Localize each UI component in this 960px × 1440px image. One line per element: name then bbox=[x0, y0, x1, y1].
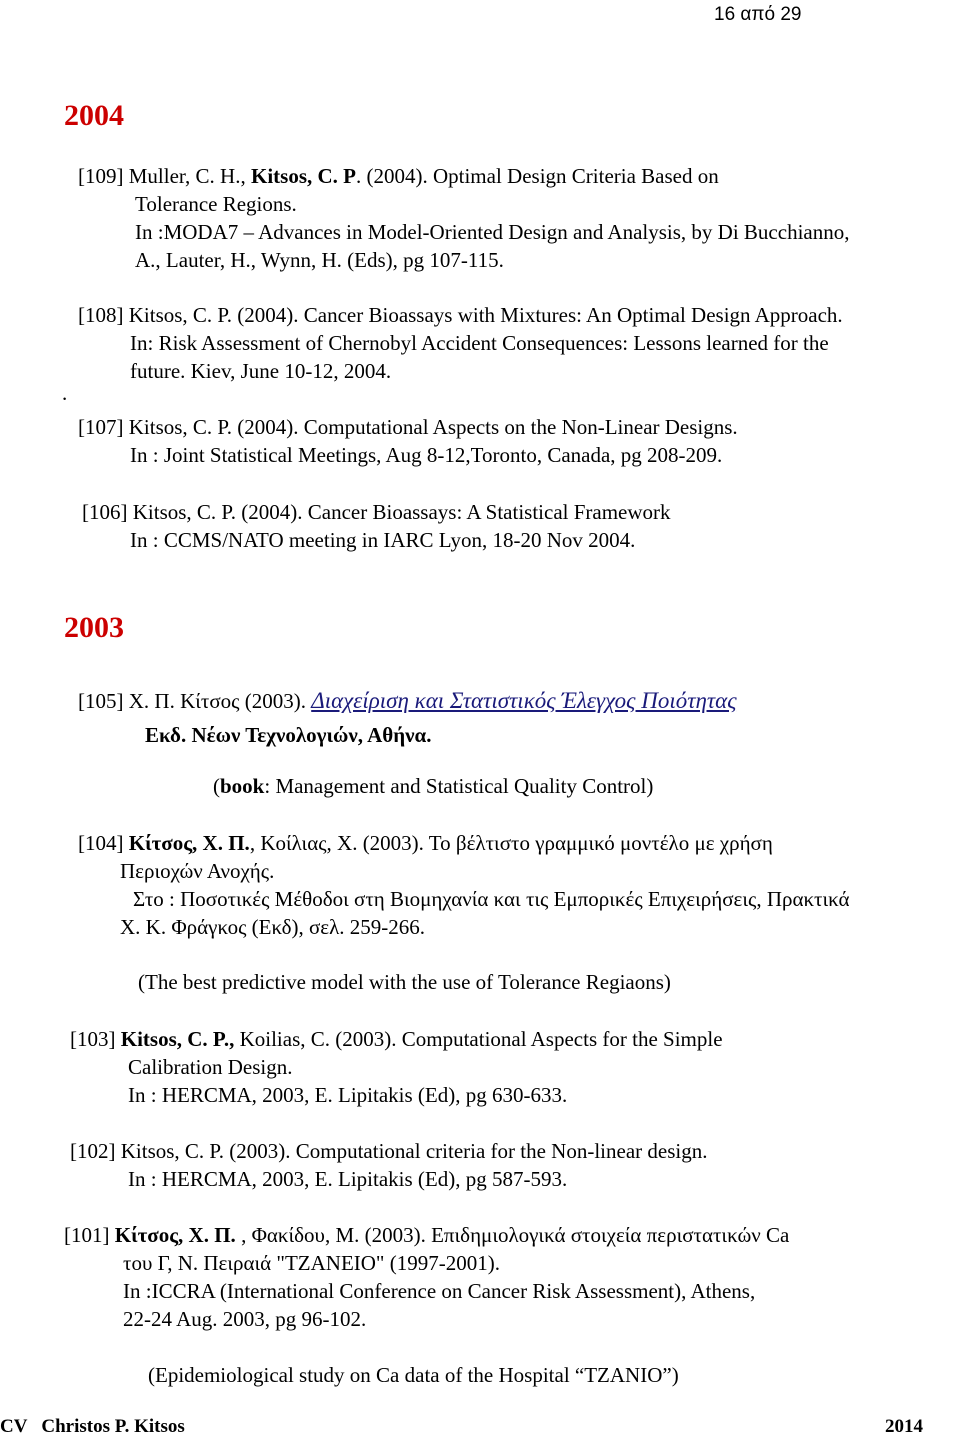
ref-101-line4: 22-24 Aug. 2003, pg 96-102. bbox=[123, 1307, 367, 1331]
year-heading-2003: 2003 bbox=[64, 611, 124, 644]
ref-105-note bbox=[213, 773, 653, 799]
footer-cv-name: CV Christos P. Kitsos bbox=[0, 1416, 185, 1437]
ref-108-line3: future. Kiev, June 10-12, 2004. bbox=[130, 359, 392, 383]
ref-109-authors: [109] Muller, C. H., bbox=[78, 164, 251, 188]
ref-104-line4: Χ. Κ. Φράγκος (Εκδ), σελ. 259-266. bbox=[120, 915, 426, 939]
ref-109-title: . (2004). Optimal Design Criteria Based on bbox=[355, 164, 719, 188]
ref-109-line2: Tolerance Regions. bbox=[135, 192, 297, 216]
ref-101-title: , Φακίδου, Μ. (2003). Επιδημιολογικά στοιχεία περιστατικών Ca bbox=[235, 1223, 790, 1247]
ref-103-line2: Calibration Design. bbox=[128, 1055, 293, 1079]
ref-101-line2: του Γ, Ν. Πειραιά "ΤΖΑΝΕΙΟ" (1997-2001). bbox=[123, 1251, 500, 1275]
ref-105-note-rest: : Management and Statistical Quality Control) bbox=[264, 774, 654, 798]
ref-104-line1 bbox=[78, 830, 773, 856]
ref-104-num: [104] bbox=[78, 831, 129, 855]
ref-107-line2: In : Joint Statistical Meetings, Aug 8-12,Toronto, Canada, pg 208-209. bbox=[130, 443, 723, 467]
ref-104-line3: Στο : Ποσοτικές Μέθοδοι στη Βιομηχανία και τις Εμπορικές Επιχειρήσεις, Πρακτικά bbox=[133, 887, 850, 911]
ref-108-line2: In: Risk Assessment of Chernobyl Accident Consequences: Lessons learned for the bbox=[130, 331, 829, 355]
ref-104-line2: Περιοχών Ανοχής. bbox=[120, 859, 275, 883]
ref-104-title: , Κοίλιας, Χ. (2003). Το βέλτιστο γραμμικό μοντέλο με χρήση bbox=[249, 831, 773, 855]
ref-105-note-book: book bbox=[220, 774, 265, 798]
ref-104-bold-author: Κίτσος, Χ. Π. bbox=[128, 831, 250, 855]
ref-105-prefix: [105] Χ. Π. Κίτσος (2003). bbox=[78, 689, 312, 713]
year-heading-2004: 2004 bbox=[64, 99, 124, 132]
ref-105-note-open: ( bbox=[213, 774, 220, 798]
ref-109-bold-author: Kitsos, C. P bbox=[250, 164, 356, 188]
ref-109-line3: In :MODA7 – Advances in Model-Oriented Design and Analysis, by Di Bucchianno, bbox=[135, 220, 850, 244]
ref-108-line1: [108] Kitsos, C. P. (2004). Cancer Bioassays with Mixtures: An Optimal Design Approach. bbox=[78, 303, 843, 327]
ref-103-num: [103] bbox=[70, 1027, 121, 1051]
ref-101-bold-author: Κίτσος, Χ. Π. bbox=[114, 1223, 236, 1247]
ref-103-line3: In : HERCMA, 2003, E. Lipitakis (Ed), pg 630-633. bbox=[128, 1083, 568, 1107]
ref-106-line1: [106] Kitsos, C. P. (2004). Cancer Bioassays: A Statistical Framework bbox=[82, 500, 671, 524]
ref-101-line1 bbox=[64, 1222, 789, 1248]
page-number: 16 από 29 bbox=[714, 4, 802, 25]
ref-101-line3: In :ICCRA (International Conference on Cancer Risk Assessment), Athens, bbox=[123, 1279, 756, 1303]
ref-106-line2: In : CCMS/NATO meeting in IARC Lyon, 18-20 Nov 2004. bbox=[130, 528, 636, 552]
ref-105-book-title: Διαχείριση και Στατιστικός Έλεγχος Ποιότητας bbox=[311, 688, 737, 713]
ref-109-line4: A., Lauter, H., Wynn, H. (Eds), pg 107-115. bbox=[135, 248, 504, 272]
ref-103-line1 bbox=[70, 1026, 723, 1052]
ref-109-line1 bbox=[78, 163, 719, 189]
stray-dot: . bbox=[62, 381, 68, 405]
ref-103-title: Koilias, C. (2003). Computational Aspects for the Simple bbox=[234, 1027, 723, 1051]
ref-101-note: (Epidemiological study on Ca data of the Hospital “TZANIO”) bbox=[148, 1363, 679, 1387]
ref-107-line1: [107] Kitsos, C. P. (2004). Computational Aspects on the Non-Linear Designs. bbox=[78, 415, 738, 439]
ref-101-num: [101] bbox=[64, 1223, 115, 1247]
ref-104-note: (The best predictive model with the use of Tolerance Regiaons) bbox=[138, 970, 671, 994]
ref-105-publisher: Εκδ. Νέων Τεχνολογιών, Αθήνα. bbox=[145, 723, 432, 747]
ref-105-line1 bbox=[78, 688, 737, 714]
ref-102-line2: In : HERCMA, 2003, E. Lipitakis (Ed), pg 587-593. bbox=[128, 1167, 568, 1191]
ref-102-line1: [102] Kitsos, C. P. (2003). Computational criteria for the Non-linear design. bbox=[70, 1139, 708, 1163]
ref-103-bold-author: Kitsos, C. P., bbox=[120, 1027, 235, 1051]
footer-year: 2014 bbox=[885, 1416, 923, 1437]
